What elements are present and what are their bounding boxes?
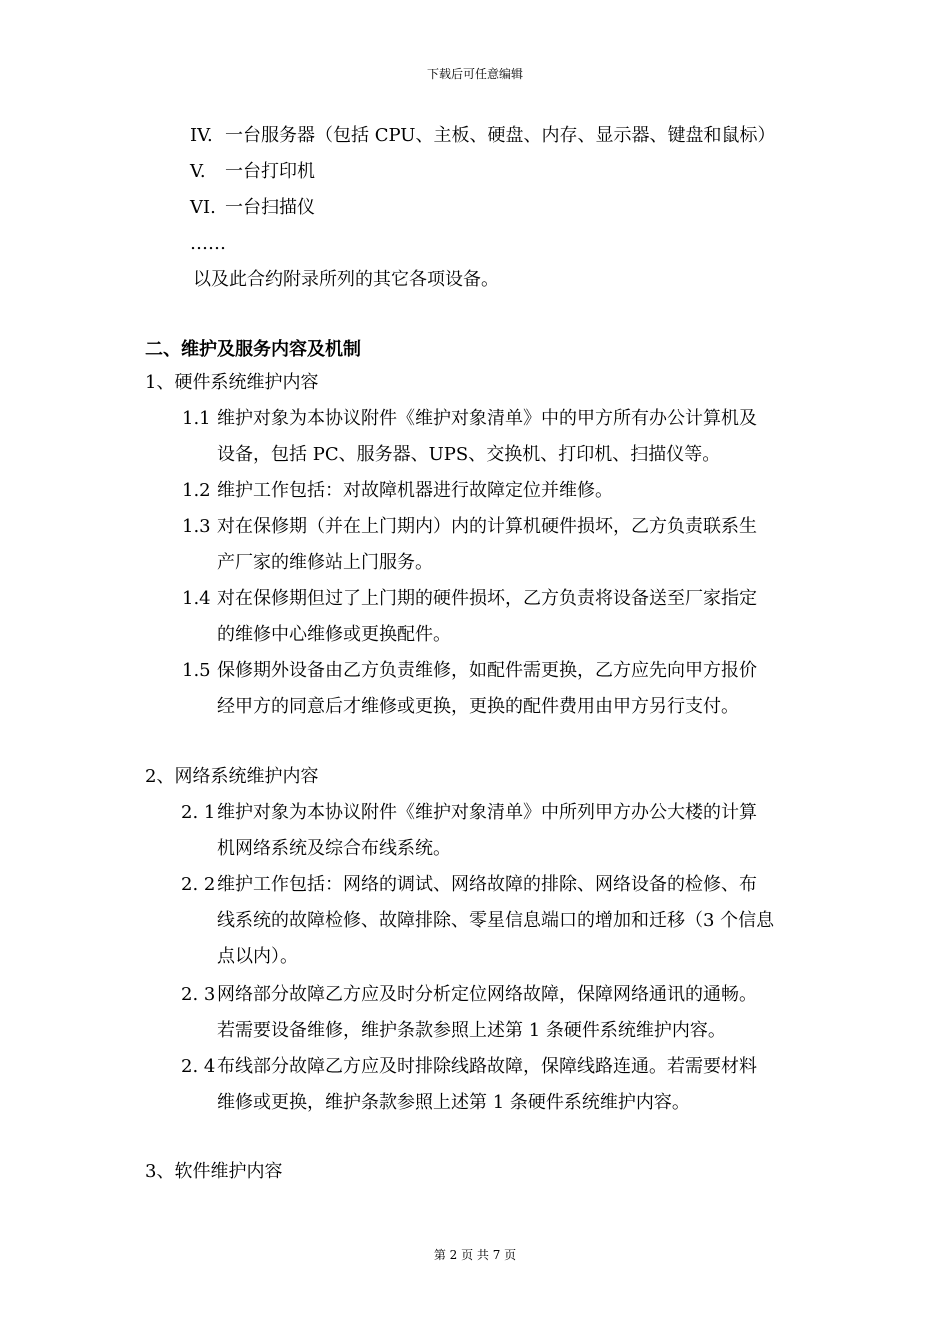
clause-text: 布线部分故障乙方应及时排除线路故障，保障线路连通。若需要材料 (217, 1056, 757, 1077)
equipment-tail: 以及此合约附录所列的其它各项设备。 (193, 269, 499, 290)
clause-text: 维护对象为本协议附件《维护对象清单》中所列甲方办公大楼的计算 (217, 802, 757, 823)
clause-text: 维护对象为本协议附件《维护对象清单》中的甲方所有办公计算机及 (217, 408, 757, 429)
clause-number: 1.4 (182, 588, 211, 609)
clause-continuation: 维修或更换，维护条款参照上述第 1 条硬件系统维护内容。 (217, 1092, 690, 1113)
clause-text: 维护工作包括：对故障机器进行故障定位并维修。 (217, 480, 613, 501)
clause-number: 1.5 (182, 660, 211, 681)
clause-number: 1.2 (182, 480, 211, 501)
clause-text: 维护工作包括：网络的调试、网络故障的排除、网络设备的检修、布 (217, 874, 757, 895)
clause-continuation: 若需要设备维修，维护条款参照上述第 1 条硬件系统维护内容。 (217, 1020, 726, 1041)
clause-text: 对在保修期（并在上门期内）内的计算机硬件损坏，乙方负责联系生 (217, 516, 757, 537)
ellipsis: …… (190, 233, 226, 254)
equipment-text: 一台打印机 (225, 161, 315, 182)
roman-numeral: IV. (190, 125, 213, 146)
equipment-item (190, 195, 315, 221)
clause-item (181, 1054, 757, 1080)
clause-item (182, 658, 757, 684)
section-heading: 二、维护及服务内容及机制 (145, 339, 361, 360)
clause-number: 2. 4 (181, 1056, 216, 1077)
clause-continuation: 经甲方的同意后才维修或更换，更换的配件费用由甲方另行支付。 (217, 696, 739, 717)
clause-continuation: 线系统的故障检修、故障排除、零星信息端口的增加和迁移（3 个信息 (217, 910, 775, 931)
clause-continuation: 的维修中心维修或更换配件。 (217, 624, 451, 645)
clause-item (181, 872, 757, 898)
clause-number: 2. 1 (181, 802, 216, 823)
roman-numeral: VI. (190, 197, 216, 218)
clause-continuation: 点以内）。 (217, 946, 298, 967)
equipment-text: 一台扫描仪 (225, 197, 315, 218)
equipment-text: 一台服务器（包括 CPU、主板、硬盘、内存、显示器、键盘和鼠标） (225, 125, 776, 146)
clause-number: 2. 2 (181, 874, 216, 895)
clause-number: 2. 3 (181, 984, 216, 1005)
subsection-heading: 2、网络系统维护内容 (145, 766, 319, 787)
clause-continuation: 设备，包括 PC、服务器、UPS、交换机、打印机、扫描仪等。 (217, 444, 721, 465)
clause-number: 1.3 (182, 516, 211, 537)
roman-numeral: V. (190, 161, 206, 182)
clause-text: 对在保修期但过了上门期的硬件损坏，乙方负责将设备送至厂家指定 (217, 588, 757, 609)
clause-item (181, 800, 757, 826)
clause-item (181, 982, 757, 1008)
equipment-item (190, 159, 315, 185)
clause-number: 1.1 (182, 408, 211, 429)
page-footer: 第 2 页 共 7 页 (433, 1248, 517, 1262)
subsection-heading: 1、硬件系统维护内容 (145, 372, 319, 393)
clause-item (182, 406, 757, 432)
subsection-heading: 3、软件维护内容 (145, 1161, 283, 1182)
clause-continuation: 产厂家的维修站上门服务。 (217, 552, 433, 573)
clause-continuation: 机网络系统及综合布线系统。 (217, 838, 451, 859)
clause-item (182, 514, 757, 540)
clause-text: 网络部分故障乙方应及时分析定位网络故障，保障网络通讯的通畅。 (217, 984, 757, 1005)
clause-item (182, 478, 613, 504)
page-header: 下载后可任意编辑 (426, 67, 523, 81)
clause-text: 保修期外设备由乙方负责维修，如配件需更换，乙方应先向甲方报价 (217, 660, 757, 681)
clause-item (182, 586, 757, 612)
equipment-item (190, 123, 775, 149)
